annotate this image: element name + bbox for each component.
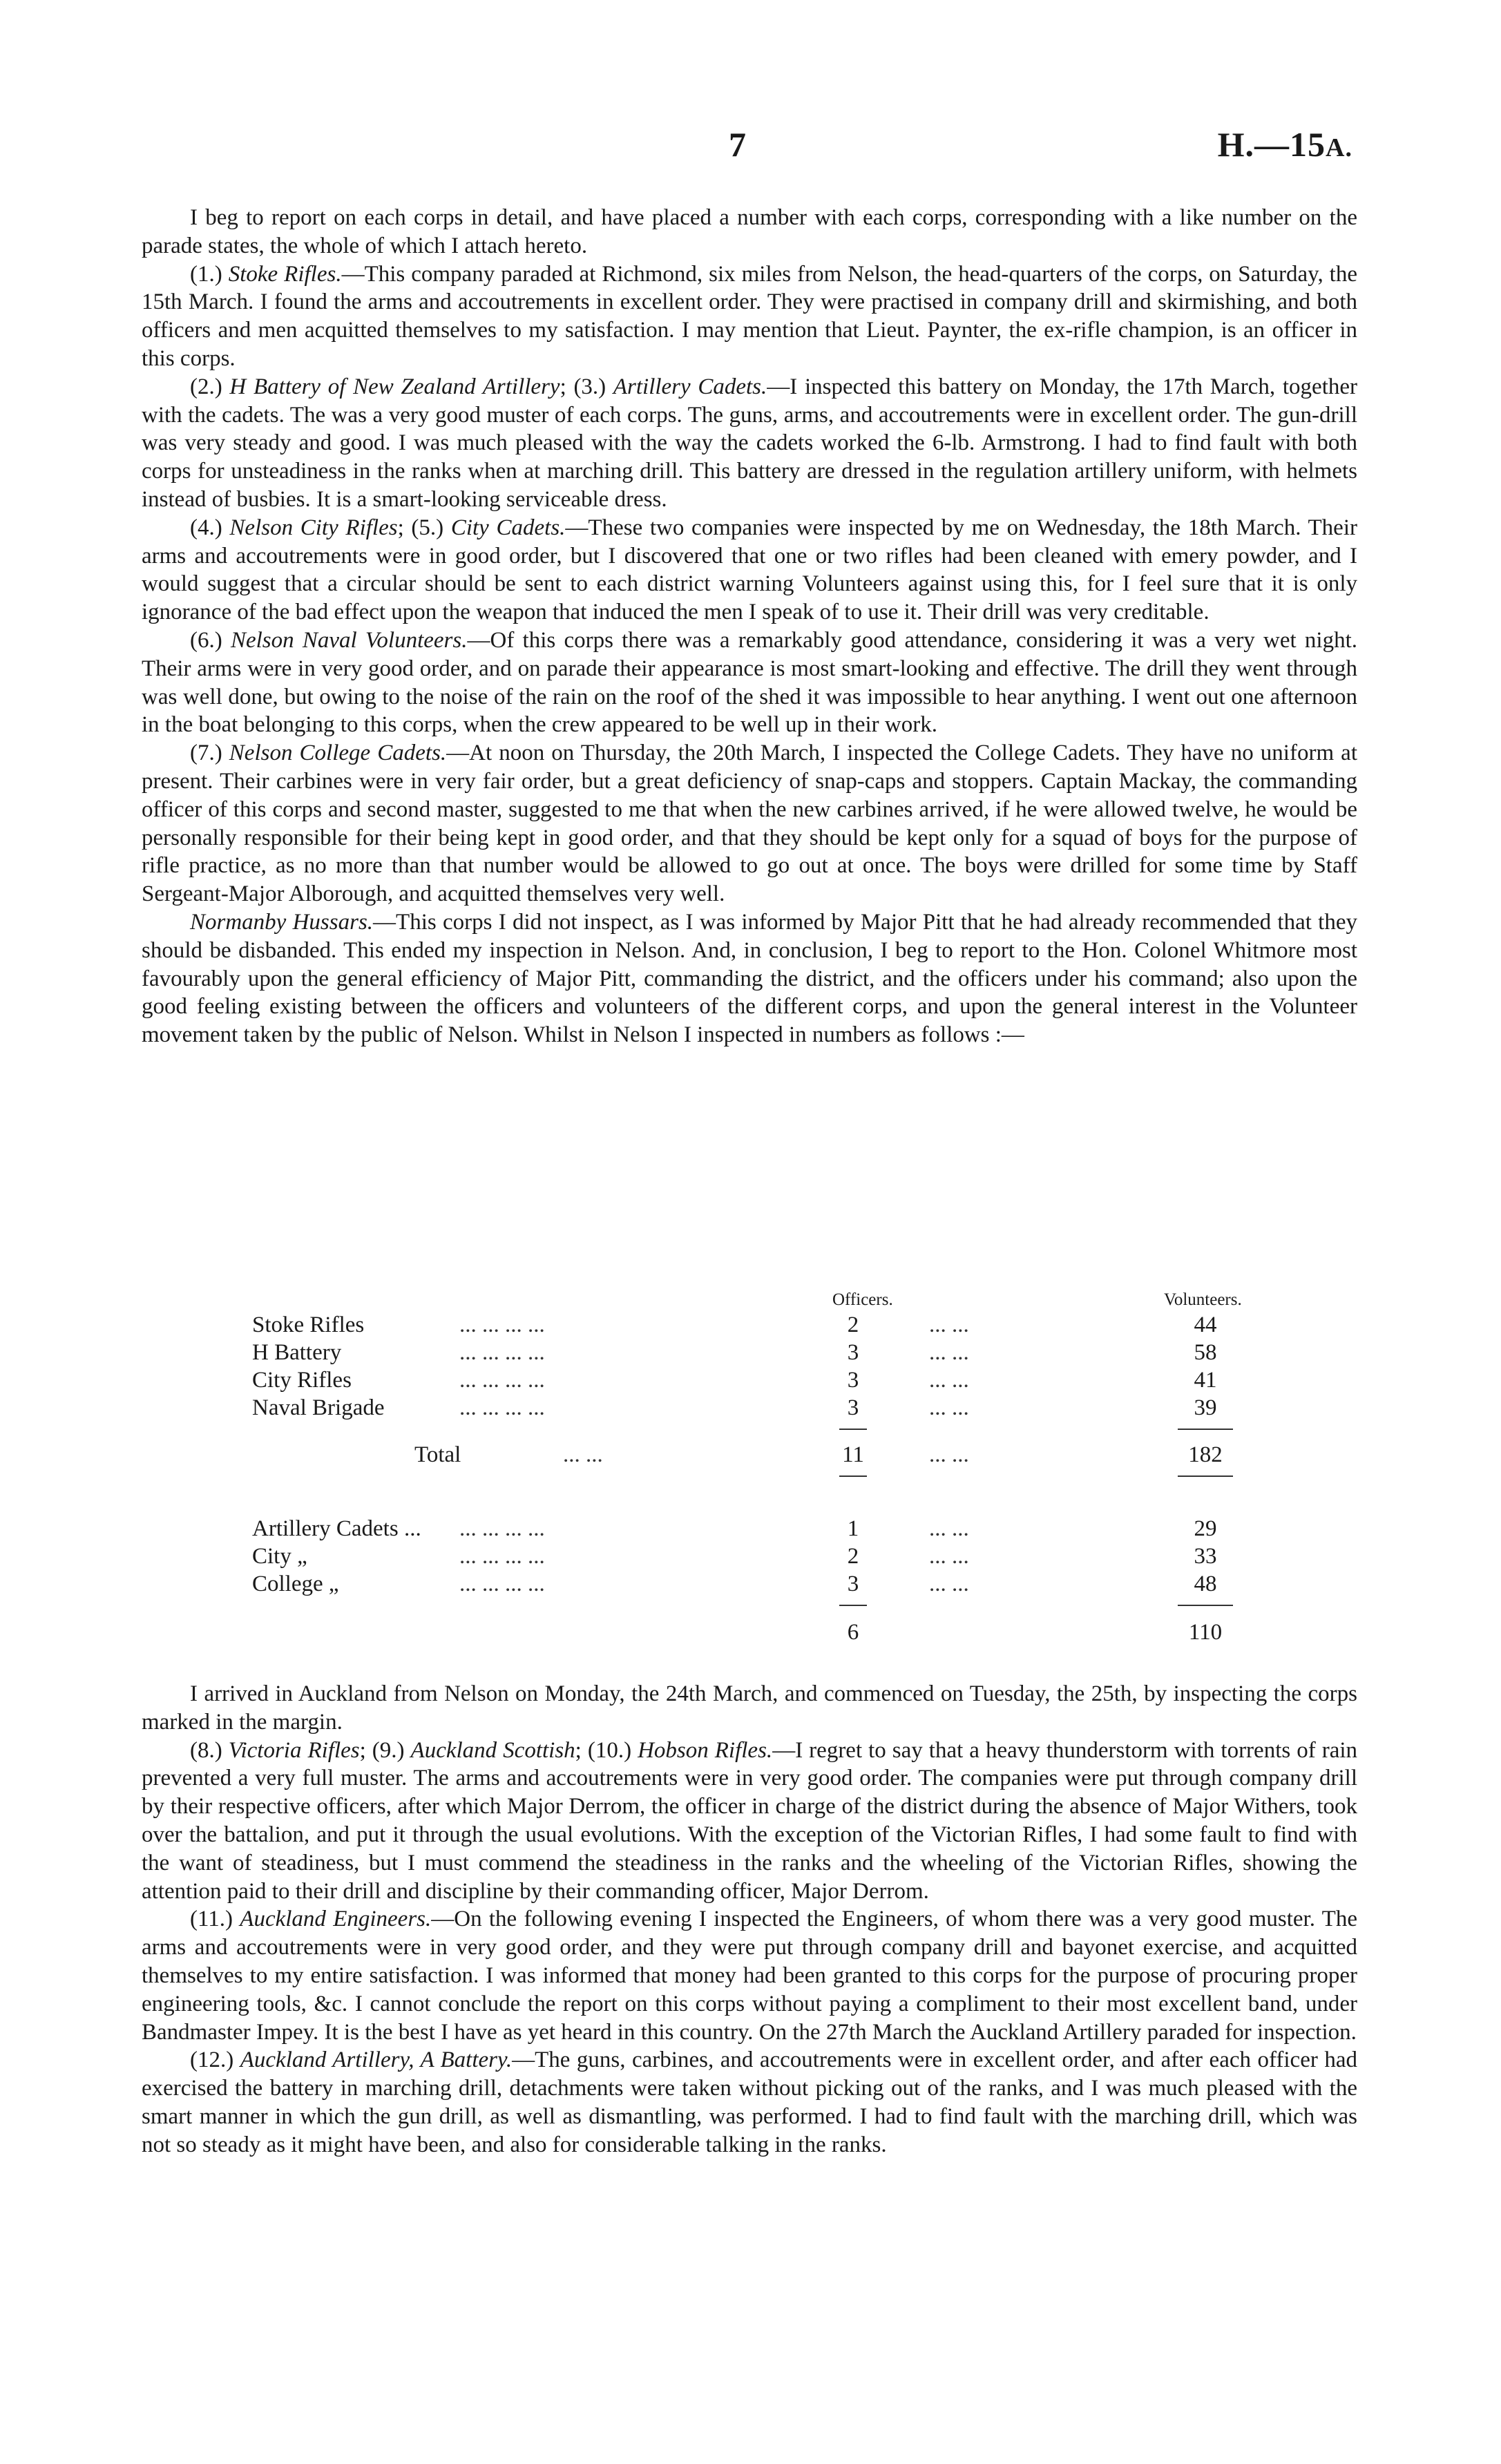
leader-dots: ... ... ... ...: [459, 1544, 545, 1569]
item-number: (6.): [190, 627, 231, 653]
report-body-nelson: [142, 204, 1357, 1049]
table-row: [142, 1366, 1357, 1394]
volunteers-count: 29: [1194, 1516, 1217, 1541]
leader-dots: ... ... ... ...: [459, 1516, 545, 1541]
table-row: [142, 1311, 1357, 1339]
corps-title: Nelson Naval Volunteers.: [230, 627, 468, 653]
item-number: (1.): [190, 261, 229, 287]
leader-dots: ... ... ... ...: [459, 1340, 545, 1365]
leader-dots: ... ...: [929, 1368, 969, 1393]
officers-count: 2: [847, 1312, 859, 1337]
corps-label: City „: [252, 1544, 307, 1569]
item-separator: ; (10.): [575, 1737, 638, 1763]
paragraph-text: —Of this corps there was a remarkably good attendance, considering it was a very wet night. Their arms were in very good order, and on parade their appearance is most smart-looking and effective. The drill they went through was well done, but owing to the noise of the rain on the roof of the shed it was impossible to hear anything. I went out one afternoon in the boat belonging to this corps, when the crew appeared to be well up in their work.: [142, 627, 1357, 738]
corps-label: H Battery: [252, 1340, 342, 1365]
paragraph-text: —This company paraded at Richmond, six miles from Nelson, the head-quarters of the corps, on Saturday, the 15th March. I found the arms and accoutrements in excellent order. They were practised in company drill and skirmishing, and both officers and men acquitted themselves to my satisfaction. I may mention that Lieut. Paynter, the ex-rifle champion, is an officer in this corps.: [142, 261, 1357, 371]
page-number: 7: [729, 125, 746, 164]
report-body-auckland: [142, 1680, 1357, 2159]
corps-title: City Cadets.: [450, 515, 566, 540]
page-header: [0, 124, 1501, 180]
paragraph-stoke-rifles: [142, 260, 1357, 373]
paragraph-text: —At noon on Thursday, the 20th March, I inspected the College Cadets. They have no uniform at present. Their carbines were in very fair order, but a great deficiency of snap-caps and stoppers. Captain Mackay, the commanding officer of this corps and second master, suggested to me that when the new carbines arrived, if he were allowed twelve, he would be personally responsible for their being kept in good order, and that they should be kept only for a squad of boys for the purpose of rifle practice, as no more than that number would be allowed to go out at once. The boys were drilled for some time by Staff Sergeant-Major Alborough, and acquitted themselves very well.: [142, 741, 1357, 907]
paragraph-text: —On the following evening I inspected the Engineers, of whom there was a very good muster. The arms and accoutrements were in very good order, and they were put through company drill and bayonet exercise, and acquitted themselves to my entire satisfaction. I was informed that money had been granted to this corps for the purpose of procuring proper engineering tools, &c. I cannot conclude the report on this corps without paying a compliment to their most excellent band, under Bandmaster Impey. It is the best I have as yet heard in this country. On the 27th March the Auckland Artillery paraded for inspection.: [142, 1907, 1357, 2045]
item-number: (4.): [190, 515, 230, 540]
paragraph-nelson-city-rifles: [142, 514, 1357, 627]
leader-dots: ... ...: [929, 1312, 969, 1337]
paragraph-text: —The guns, carbines, and accoutrements were in excellent order, and after each officer had exercised the battery in marching drill, detachments were taken without picking out of the ranks, and I was much pleased with the smart manner in which the gun drill, as well as dismantling, was performed. I had to find fault with the marching drill, which was not so steady as it might have been, and also for considerable talking in the ranks.: [142, 2047, 1357, 2157]
sum-rule: [1178, 1429, 1233, 1430]
paragraph-auckland-arrival: I arrived in Auckland from Nelson on Monday, the 24th March, and commenced on Tuesday, the 25th, by inspecting the corps marked in the margin.: [142, 1681, 1357, 1735]
document-reference: [1218, 124, 1352, 164]
corps-title: Auckland Scottish: [410, 1737, 575, 1763]
paragraph-college-cadets: [142, 739, 1357, 908]
volunteers-count: 41: [1194, 1368, 1217, 1393]
paragraph-victoria-rifles: [142, 1737, 1357, 1906]
doc-ref-suffix: A.: [1326, 133, 1352, 162]
paragraph-auckland-artillery: [142, 2046, 1357, 2159]
leader-dots: ... ... ... ...: [459, 1572, 545, 1596]
sum-rule: [1178, 1475, 1233, 1477]
sum-rule: [1178, 1605, 1233, 1606]
officers-column-header: Officers.: [832, 1290, 893, 1309]
item-number: (12.): [190, 2047, 240, 2073]
doc-ref-main: H.—15: [1217, 125, 1326, 164]
paragraph-naval-volunteers: [142, 627, 1357, 739]
sum-rule: [839, 1429, 867, 1430]
officers-count: 3: [847, 1572, 859, 1596]
item-number: (11.): [190, 1907, 240, 1932]
corps-title: Auckland Artillery, A Battery.: [240, 2047, 513, 2073]
paragraph-text: —These two companies were inspected by me on Wednesday, the 18th March. Their arms and accoutrements were in good order, but I discovered that one or two rifles had been cleaned with emery powder, and I would suggest that a circular should be sent to each district warning Volunteers against using this, for I feel sure that it is only ignorance of the bad effect upon the weapon that induced the men I speak of to use it. Their drill was very creditable.: [142, 515, 1357, 625]
officers-count: 2: [847, 1544, 859, 1569]
corps-title: Nelson College Cadets.: [229, 741, 447, 766]
intro-paragraph: I beg to report on each corps in detail, and have placed a number with each corps, corresponding with a like number on the parade states, the whole of which I attach hereto.: [142, 205, 1357, 258]
corps-title: Stoke Rifles.: [228, 261, 342, 287]
paragraph-auckland-engineers: [142, 1905, 1357, 2046]
corps-title: Artillery Cadets.: [613, 374, 767, 399]
volunteers-count: 48: [1194, 1572, 1217, 1596]
subtotal-volunteers: 110: [1188, 1620, 1223, 1645]
corps-title: Nelson City Rifles: [229, 515, 398, 540]
item-separator: ; (3.): [560, 374, 613, 399]
corps-label: Stoke Rifles: [252, 1312, 365, 1337]
leader-dots: ... ...: [929, 1340, 969, 1365]
item-separator: ; (9.): [359, 1737, 411, 1763]
officers-count: 1: [847, 1516, 859, 1541]
leader-dots: ... ...: [929, 1572, 969, 1596]
table-row: [142, 1394, 1357, 1422]
table-row: [142, 1543, 1357, 1570]
item-number: (8.): [190, 1737, 229, 1763]
volunteers-count: 33: [1194, 1544, 1217, 1569]
paragraph-text: —I inspected this battery on Monday, the 17th March, together with the cadets. The was a very good muster of each corps. The guns, arms, and accoutrements were in excellent order. The gun-drill was very steady and good. I was much pleased with the way the cadets worked the 6-lb. Armstrong. I had to find fault with both corps for unsteadiness in the ranks when at marching drill. This battery are dressed in the regulation artillery uniform, with helmets instead of busbies. It is a smart-looking serviceable dress.: [142, 374, 1357, 512]
table-row: [142, 1570, 1357, 1598]
corps-title: Hobson Rifles.: [638, 1737, 773, 1763]
item-number: (7.): [190, 741, 229, 766]
paragraph-text: —This corps I did not inspect, as I was informed by Major Pitt that he had already recommended that they should be disbanded. This ended my inspection in Nelson. And, in conclusion, I beg to report to the Hon. Colonel Whitmore most favourably upon the general efficiency of Major Pitt, commanding the district, and the officers under his command; also upon the good feeling existing between the officers and volunteers of the different corps, and upon the general interest in the Volunteer movement taken by the public of Nelson. Whilst in Nelson I inspected in numbers as follows :—: [142, 909, 1357, 1048]
leader-dots: ... ... ... ...: [459, 1312, 545, 1337]
sum-rule: [839, 1475, 867, 1477]
total-row: [142, 1441, 1357, 1469]
corps-title: H Battery of New Zealand Artillery: [229, 374, 560, 399]
table-row: [142, 1339, 1357, 1366]
volunteers-column-header: Volunteers.: [1164, 1290, 1242, 1309]
inspection-summary-table: [142, 1290, 1357, 1677]
volunteers-count: 39: [1194, 1395, 1217, 1420]
total-officers: 11: [842, 1442, 864, 1467]
item-separator: ; (5.): [397, 515, 451, 540]
corps-label: Naval Brigade: [252, 1395, 385, 1420]
paragraph-text: —I regret to say that a heavy thunderstorm with torrents of rain prevented a very full muster. The arms and accoutrements were in very good order. The companies were put through company drill by their respective officers, after which Major Derrom, the officer in charge of the district during the absence of Major Withers, took over the battalion, and put it through the usual evolutions. With the exception of the Victorian Rifles, I had some fault to find with the want of steadiness, but I must commend the steadiness in the ranks and the wheeling of the Victorian Rifles, showing the attention paid to their drill and discipline by their commanding officer, Major Derrom.: [142, 1737, 1358, 1904]
leader-dots: ... ...: [929, 1395, 969, 1420]
leader-dots: ... ... ... ...: [459, 1368, 545, 1393]
officers-count: 3: [847, 1395, 859, 1420]
corps-label: City Rifles: [252, 1368, 352, 1393]
item-number: (2.): [190, 374, 230, 399]
volunteers-count: 58: [1194, 1340, 1217, 1365]
leader-dots: ... ... ... ...: [459, 1395, 545, 1420]
leader-dots: ... ...: [929, 1516, 969, 1541]
subtotal-row: [142, 1618, 1357, 1646]
paragraph-normanby-hussars: [142, 908, 1357, 1049]
sum-rule: [839, 1605, 867, 1606]
subtotal-officers: 6: [847, 1620, 859, 1645]
officers-count: 3: [847, 1340, 859, 1365]
leader-dots: ... ...: [929, 1544, 969, 1569]
table-row: [142, 1515, 1357, 1543]
corps-title: Victoria Rifles: [228, 1737, 360, 1763]
corps-title: Normanby Hussars.: [190, 909, 374, 935]
leader-dots: ... ...: [929, 1442, 969, 1467]
corps-label: College „: [252, 1572, 339, 1596]
paragraph-h-battery: [142, 373, 1357, 514]
corps-label: Artillery Cadets ...: [252, 1516, 421, 1541]
officers-count: 3: [847, 1368, 859, 1393]
volunteers-count: 44: [1194, 1312, 1217, 1337]
total-label: Total: [414, 1442, 461, 1467]
total-volunteers: 182: [1188, 1442, 1223, 1467]
corps-title: Auckland Engineers.: [240, 1907, 432, 1932]
leader-dots: ... ...: [563, 1442, 603, 1467]
